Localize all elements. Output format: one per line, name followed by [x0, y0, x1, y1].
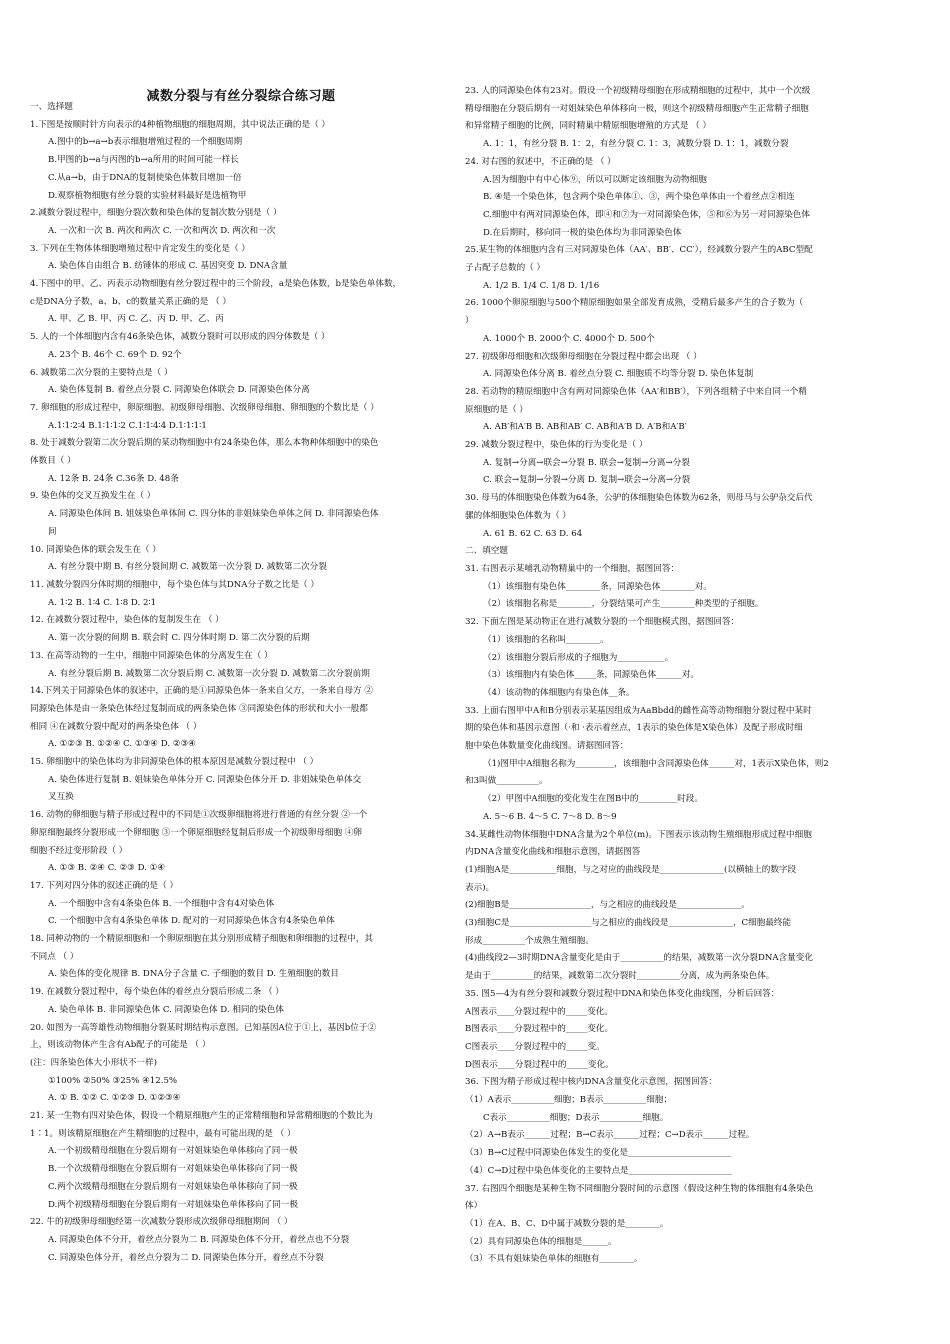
text-line: 23. 人的同源染色体有23对。假设一个初级精母细胞在形成精细胞的过程中，其中一个次级	[465, 86, 811, 96]
text-line: （2）该细胞名称是________，分裂结果可产生________种类型的子细胞。	[483, 599, 764, 610]
text-line: ）	[465, 316, 474, 327]
text-line: A. 染色体的变化规律 B. DNA分子含量 C. 子细胞的数目 D. 生殖细胞的数目	[48, 969, 339, 980]
text-line: (注：四条染色体大小形状不一样)	[30, 1057, 158, 1068]
text-line: 29. 减数分裂过程中，染色体的行为变化是（ ）	[465, 440, 648, 451]
text-line: c是DNA分子数，a、b、c的数量关系正确的是 （ ）	[30, 296, 232, 307]
text-line: （1)图甲中A细胞名称为_________，该细胞中含同源染色体______对，1表示X染色体，则2	[483, 758, 829, 769]
text-line: （2）该细胞分裂后形成的子细胞为___________。	[483, 652, 674, 663]
text-line: 6. 减数第二次分裂的主要特点是（ ）	[30, 367, 173, 378]
text-line: A. 染色体自由组合 B. 纺锤体的形成 C. 基因突变 D. DNA含量	[48, 261, 288, 272]
text-line: A. 染色体复制 B. 着丝点分裂 C. 同源染色体联会 D. 同源染色体分离	[48, 385, 310, 396]
text-line: 骡的体细胞染色体数为（ ）	[465, 510, 571, 521]
text-line: C图表示____分裂过程中的_____变。	[465, 1041, 605, 1052]
text-line: A. 1000个 B. 2000个 C. 4000个 D. 500个	[483, 333, 655, 344]
text-line: (1)细胞A是___________细胞，与之对应的曲线段是_______________(以横轴上的数字段	[465, 864, 797, 875]
text-line: 体数目（ ）	[30, 456, 76, 467]
text-line: 35. 图5—4为有丝分裂和减数分裂过程中DNA和染色体变化曲线图，分析后回答：	[465, 988, 780, 999]
text-line: A图表示____分裂过程中的_____变化。	[465, 1006, 614, 1017]
text-line: A. ①③ B. ②④ C. ②③ D. ①④	[48, 863, 166, 874]
text-line: （2）A→B表示______过程；B→C表示______过程；C→D表示______过程。	[465, 1130, 755, 1141]
text-line: 卵原细胞最终分裂形成一个卵细胞 ③一个卵原细胞经复制后形成一个初级卵母细胞 ④卵	[30, 827, 363, 838]
text-line: 31. 右图表示某哺乳动物精巢中的一个细胞，据图回答：	[465, 563, 680, 574]
text-line: 表示)。	[465, 882, 495, 893]
text-line: A. 有丝分裂后期 B. 减数第二次分裂后期 C. 减数第一次分裂 D. 减数第二次分裂前期	[48, 668, 370, 679]
text-line: A. 染色单体 B. 非同源染色体 C. 同源染色体 D. 相同的染色体	[48, 1004, 284, 1015]
text-line: （1）在A、B、C、D中属于减数分裂的是________。	[465, 1219, 669, 1229]
text-line: 3. 下列在生物体体细胞增殖过程中肯定发生的变化是（ ）	[30, 243, 250, 254]
text-line: C表示__________细胞；D表示__________细胞。	[483, 1112, 669, 1123]
text-line: B图表示____分裂过程中的_____变化。	[465, 1024, 614, 1035]
text-line: 是由于__________的结果，减数第二次分裂时__________分离，成为两条染色体。	[465, 971, 775, 982]
text-line: 12. 在减数分裂过程中，染色体的复制发生在 （ ）	[30, 615, 224, 626]
text-line: 14.下列关于同源染色体的叙述中，正确的是①同源染色体一条来自父方，一条来自母方 ②	[30, 686, 373, 697]
text-line: A.因为细胞中有中心体⑨，所以可以断定该细胞为动物细胞	[483, 174, 707, 185]
text-line: 28. 若动物的精原细胞中含有两对同源染色体（AA′和BB′），下列各组精子中来自同一个精	[465, 386, 807, 397]
right-column	[465, 83, 895, 1269]
text-line: A. 1/2 B. 1/4 C. 1/8 D. 1/16	[483, 280, 600, 291]
text-line: A. 同源染色体不分开，着丝点分裂为二 B. 同源染色体不分开，着丝点也不分裂	[48, 1235, 350, 1245]
text-line: 25.某生物的体细胞内含有三对同源染色体（AA′、BB′、CC′），经减数分裂产生的ABC型配	[465, 245, 813, 256]
text-line: C. 联会→复制→分裂→分离 D. 复制→联会→分离→分裂	[483, 475, 691, 486]
text-line: C.从a→b，由于DNA的复制使染色体数目增加一倍	[48, 172, 242, 183]
text-line: 和3叫做__________。	[465, 776, 548, 787]
text-line: 体）	[465, 1201, 483, 1212]
text-line: 24. 对右图的叙述中，不正确的是 （ ）	[465, 156, 616, 167]
text-line: 内DNA含量变化曲线和细胞示意图，请据图答	[465, 847, 641, 858]
text-line: B.甲图的b→a与丙图的b→a所用的时间可能一样长	[48, 155, 239, 166]
text-line: A. 复制→分离→联会→分裂 B. 联会→复制→分离→分裂	[483, 457, 690, 468]
text-line: 叉互换	[48, 792, 74, 803]
text-line: A.1∶1∶2∶4 B.1∶1∶1∶2 C.1∶1∶4∶4 D.1∶1∶1∶1	[48, 420, 207, 431]
text-line: 19. 在减数分裂过程中，每个染色体的着丝点分裂后形成二条 （ ）	[30, 987, 284, 998]
text-line: A. 同源染色体分离 B. 着丝点分裂 C. 细胞质不均等分裂 D. 染色体复制	[483, 369, 754, 380]
text-line: （2）甲图中A细胞的变化发生在图B中的_________时段。	[483, 794, 703, 805]
text-line: 子占配子总数的（ ）	[465, 263, 546, 274]
text-line: A. 染色体进行复制 B. 姐妹染色单体分开 C. 同源染色体分开 D. 非姐妹染色单体交	[48, 774, 362, 785]
text-line: A.图中的b→a→b表示细胞增殖过程的一个细胞周期	[48, 137, 243, 148]
text-line: 精母细胞在分裂后期有一对姐妹染色单体移向一极，则这个初级精母细胞产生正常精子细胞	[465, 103, 809, 114]
text-line: A. AB′和A′B B. AB和AB′ C. AB和A′B D. A′B和A′B′	[483, 422, 687, 433]
text-line: A. 一次和一次 B. 两次和两次 C. 一次和两次 D. 两次和一次	[48, 225, 276, 236]
text-line: （1）该细胞有染色体________条，同源染色体________对。	[483, 581, 712, 592]
text-line: C.两个次级精母细胞在分裂后期有一对姐妹染色单体移向了同一极	[48, 1181, 298, 1192]
text-line: C. 同源染色体分开，着丝点分裂为二 D. 同源染色体分开，着丝点不分裂	[48, 1252, 324, 1263]
text-line: 36. 下图为精子形成过程中核内DNA含量变化示意图，据图回答：	[465, 1077, 717, 1088]
text-line: 上，则该动物体产生含有Ab配子的可能是 （ ）	[30, 1040, 211, 1051]
text-line: A. 一个细胞中含有4条染色体 B. 一个细胞中含有4对染色体	[48, 898, 275, 909]
text-line: （1）A表示__________细胞；B表示__________细胞；	[465, 1095, 673, 1106]
text-line: （1）该细胞的名称叫________。	[483, 634, 609, 645]
section-heading: 一、选择题	[30, 102, 73, 112]
text-line: 和异常精子细胞的比例，同时精巢中精原细胞增殖的方式是 （ ）	[465, 121, 712, 132]
text-line: D.两个初级精母细胞在分裂后期有一对姐妹染色单体移向了同一极	[48, 1199, 298, 1210]
text-line: 9. 染色体的交叉互换发生在（ ）	[30, 491, 156, 502]
text-line: A. 12条 B. 24条 C.36条 D. 48条	[48, 473, 179, 484]
text-line: A. ①②③ B. ①②④ C. ①③④ D. ②③④	[48, 739, 196, 750]
text-line: C.细胞中有两对同源染色体，即④和⑦为一对同源染色体，⑤和⑥为另一对同源染色体	[483, 209, 810, 220]
text-line: 4.下图中的甲、乙、丙表示动物细胞有丝分裂过程中的三个阶段，a是染色体数，b是染色单体数，	[30, 279, 402, 290]
text-line: A. 第一次分裂的间期 B. 联会时 C. 四分体时期 D. 第二次分裂的后期	[48, 633, 310, 644]
text-line: A. 23个 B. 46个 C. 69个 D. 92个	[48, 349, 182, 360]
text-line: 11. 减数分裂四分体时期的细胞中，每个染色体与其DNA分子数之比是（ ）	[30, 579, 319, 590]
text-line: 5. 人的一个体细胞内含有46条染色体，减数分裂时可以形成的四分体数是（ ）	[30, 332, 330, 343]
text-line: 27. 初级卵母细胞和次级卵母细胞在分裂过程中都会出现 （ ）	[465, 351, 702, 362]
text-line: 26. 1000个卵原细胞与500个精原细胞如果全部发育成熟，受精后最多产生的合子数为（	[465, 298, 804, 309]
text-line: D.在后期时，移向同一极的染色体均为非同源染色体	[483, 227, 682, 238]
text-line: 细胞不经过变形阶段（ ）	[30, 845, 128, 856]
text-line: D.观察植物细胞有丝分裂的实验材料最好是选植物甲	[48, 190, 247, 201]
left-column	[30, 82, 442, 1267]
text-line: 32. 下面左图是某动物正在进行减数分裂的一个细胞模式图，据图回答：	[465, 617, 740, 628]
text-line: A.一个初级精母细胞在分裂后期有一对姐妹染色单体移向了同一极	[48, 1146, 298, 1157]
text-line: 34.某雌性动物体细胞中DNA含量为2个单位(m)。下图表示该动物生殖细胞形成过程中细胞	[465, 829, 812, 840]
text-line: (3)细胞C是___________________与之相应的曲线段是_______________，C细胞最终能	[465, 918, 792, 929]
text-line: 相同 ④在减数分裂中配对的两条染色体 （ ）	[30, 721, 202, 732]
text-line: 33. 上面右图甲中A和B分别表示某基因组成为AaBbdd的雌性高等动物细胞分裂过程中某时	[465, 705, 812, 716]
text-line: ①100% ②50% ③25% ④12.5%	[48, 1075, 178, 1086]
text-line: 期的染色体和基因示意图（·和 ·表示着丝点，1表示的染色体是X染色体）及配子形成时细	[465, 723, 803, 734]
text-line: A. 61 B. 62 C. 63 D. 64	[483, 528, 583, 539]
text-line: B. ④是一个染色体，包含两个染色单体①、③，两个染色单体由一个着丝点②相连	[483, 192, 795, 203]
text-line: 不同点 （ ）	[30, 951, 79, 962]
text-line: （4）C→D过程中染色体变化的主要特点是________________________	[465, 1165, 732, 1176]
text-line: 18. 同种动物的一个精原细胞和一个卵原细胞在其分别形成精子细胞和卵细胞的过程中，其	[30, 934, 373, 945]
text-line: A. ① B. ①② C. ①②③ D. ①②③④	[48, 1093, 181, 1104]
text-line: （4）该动物的体细胞内有染色体__条。	[483, 687, 635, 698]
text-line: （2）具有同源染色体的细胞是______。	[465, 1236, 617, 1247]
text-line: A. 甲、乙 B. 甲、丙 C. 乙、丙 D. 甲、乙、丙	[48, 314, 224, 325]
text-line: 17. 下列对四分体的叙述正确的是（ ）	[30, 880, 179, 891]
text-line: C. 一个细胞中含有4条染色单体 D. 配对的一对同源染色体含有4条染色单体	[48, 916, 335, 927]
page-title: 减数分裂与有丝分裂综合练习题	[146, 89, 336, 104]
text-line: 2.减数分裂过程中，细胞分裂次数和染色体的复制次数分别是（ ）	[30, 208, 282, 219]
text-line: 22. 牛的初级卵母细胞经第一次减数分裂形成次级卵母细胞期间 （ ）	[30, 1217, 293, 1228]
text-line: 21. 某一生物有四对染色体，假设一个精原细胞产生的正常精细胞和异常精细胞的个数比为	[30, 1111, 373, 1122]
text-line: 20. 如图为一高等雄性动物细胞分裂某时期结构示意图。已知基因A位于①上，基因b位于②	[30, 1022, 377, 1033]
text-line: 37. 右图四个细胞是某种生物不同细胞分裂时间的示意图（假设这种生物的体细胞有4条染色	[465, 1183, 814, 1194]
text-line: 间	[48, 526, 57, 537]
text-line: A. 5～6 B. 4～5 C. 7～8 D. 8～9	[483, 811, 617, 822]
text-line: （3）该细胞内有染色体_____条，同源染色体______对。	[483, 670, 700, 681]
text-line: A. 1∶2 B. 1∶4 C. 1∶8 D. 2∶1	[48, 597, 157, 608]
text-line: 1∶1。则该精原细胞在产生精细胞的过程中，最有可能出现的是 （ ）	[30, 1128, 296, 1139]
text-line: A. 同源染色体间 B. 姐妹染色单体间 C. 四分体的非姐妹染色单体之间 D. 非同源染色体	[48, 509, 379, 520]
text-line: 16. 动物的卵细胞与精子形成过程中的不同是①次级卵细胞将进行普通的有丝分裂 ②一个	[30, 810, 368, 821]
text-line: (2)细胞B是___________________，与之相应的曲线段是_______________。	[465, 900, 750, 911]
text-line: B.一个次级精母细胞在分裂后期有一对姐妹染色单体移向了同一极	[48, 1164, 298, 1175]
text-line: 30. 母马的体细胞染色体数为64条，公驴的体细胞染色体数为62条，则母马与公驴杂交后代	[465, 493, 813, 504]
text-line: A. 有丝分裂中期 B. 有丝分裂间期 C. 减数第一次分裂 D. 减数第二次分裂	[48, 562, 327, 573]
text-line: 原细胞的是（ ）	[465, 404, 528, 415]
text-line: 1.下图是按顺时针方向表示的4种植物细胞的细胞周期，其中说法正确的是（ ）	[30, 119, 330, 130]
text-line: 形成__________个成熟生殖细胞。	[465, 935, 594, 946]
text-line: (4)曲线段2—3时期DNA含量变化是由于__________的结果，减数第一次分裂DNA含量变化	[465, 953, 813, 964]
text-line: （3）B→C过程中同源染色体发生的变化是________________________	[465, 1148, 732, 1159]
text-line: 同源染色体是由一条染色体经过复制而成的两条染色体 ③同源染色体的形状和大小一般都	[30, 703, 368, 714]
text-line: （3）不具有姐妹染色单体的细胞有________。	[465, 1254, 643, 1265]
text-line: A. 1：1，有丝分裂 B. 1：2，有丝分裂 C. 1：3，减数分裂 D. 1：1，减数分裂	[483, 139, 789, 150]
text-line: 10. 同源染色体的联会发生在（ ）	[30, 544, 161, 555]
text-line	[30, 82, 442, 99]
text-line: 13. 在高等动物的一生中，细胞中同源染色体的分离发生在（ ）	[30, 650, 273, 661]
text-line: 8. 处于减数分裂第二次分裂后期的某动物细胞中有24条染色体，那么本物种体细胞中的染色	[30, 438, 379, 449]
text-line: 15. 卵细胞中的染色体均为非同源染色体的根本原因是减数分裂过程中 （ ）	[30, 757, 319, 768]
text-line: 胞中染色体数量变化曲线图。请据图回答：	[465, 741, 629, 752]
section-heading: 二、填空题	[465, 546, 508, 557]
text-line: D图表示____分裂过程中的_____变化。	[465, 1059, 614, 1070]
text-line: 7. 卵细胞的形成过程中，卵原细胞、初级卵母细胞、次级卵母细胞、卵细胞的个数比是（ ）	[30, 402, 379, 413]
